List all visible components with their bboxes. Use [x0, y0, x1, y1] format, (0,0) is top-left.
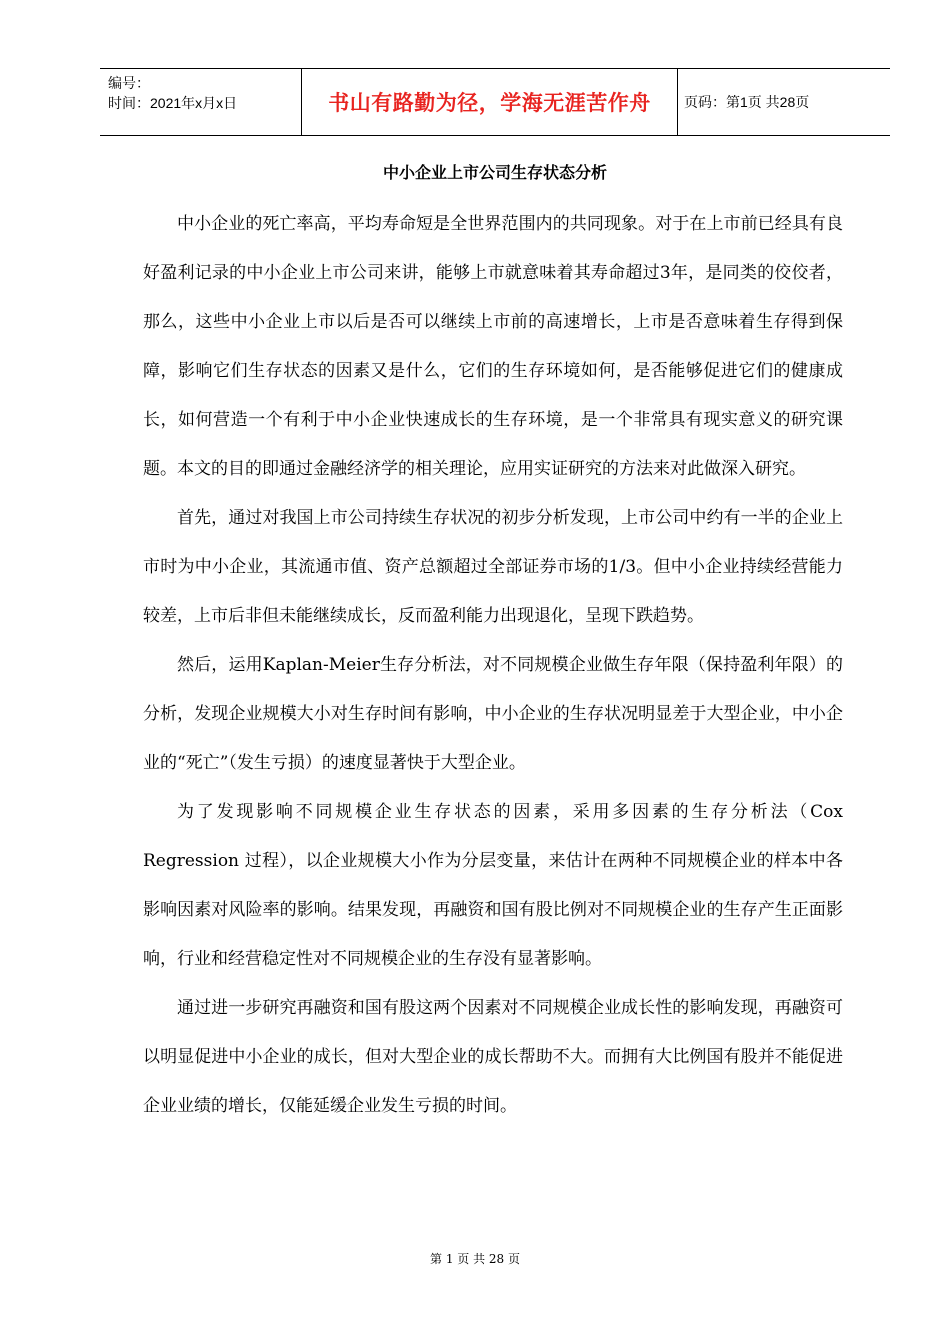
header-meta	[100, 69, 302, 135]
paragraph: 中小企业的死亡率高，平均寿命短是全世界范围内的共同现象。对于在上市前已经具有良好盈利记录的中小企业上市公司来讲，能够上市就意味着其寿命超过3年，是同类的佼佼者，那么，这些中小企业上市以后是否可以继续上市前的高速增长，上市是否意味着生存得到保障，影响它们生存状态的因素又是什么，它们的生存环境如何，是否能够促进它们的健康成长，如何营造一个有利于中小企业快速成长的生存环境，是一个非常具有现实意义的研究课题。本文的目的即通过金融经济学的相关理论，应用实证研究的方法来对此做深入研究。	[143, 214, 843, 479]
header-page-info: 页码：第1页 共28页	[684, 94, 810, 110]
paragraph: 然后，运用Kaplan-Meier生存分析法，对不同规模企业做生存年限（保持盈利年限）的分析，发现企业规模大小对生存时间有影响，中小企业的生存状况明显差于大型企业，中小企业的“死亡”（发生亏损）的速度显著快于大型企业。	[143, 655, 843, 773]
document-body	[143, 200, 843, 1131]
document-title: 中小企业上市公司生存状态分析	[382, 163, 607, 182]
paragraph: 通过进一步研究再融资和国有股这两个因素对不同规模企业成长性的影响发现，再融资可以明显促进中小企业的成长，但对大型企业的成长帮助不大。而拥有大比例国有股并不能促进企业业绩的增长，仅能延缓企业发生亏损的时间。	[143, 998, 843, 1116]
document-time: 时间：2021年x月x日	[108, 95, 238, 111]
header-motto: 书山有路勤为径，学海无涯苦作舟	[302, 69, 678, 135]
page-footer: 第 1 页 共 28 页	[430, 1252, 520, 1266]
paragraph: 首先，通过对我国上市公司持续生存状况的初步分析发现，上市公司中约有一半的企业上市时为中小企业，其流通市值、资产总额超过全部证券市场的1/3。但中小企业持续经营能力较差，上市后非但未能继续成长，反而盈利能力出现退化，呈现下跌趋势。	[143, 508, 843, 626]
paragraph: 为了发现影响不同规模企业生存状态的因素，采用多因素的生存分析法（Cox Regression 过程），以企业规模大小作为分层变量，来估计在两种不同规模企业的样本中各影响因素对风险率的影响。结果发现，再融资和国有股比例对不同规模企业的生存产生正面影响，行业和经营稳定性对不同规模企业的生存没有显著影响。	[143, 802, 843, 969]
document-number-label: 编号：	[108, 75, 150, 91]
page-header	[100, 68, 890, 136]
